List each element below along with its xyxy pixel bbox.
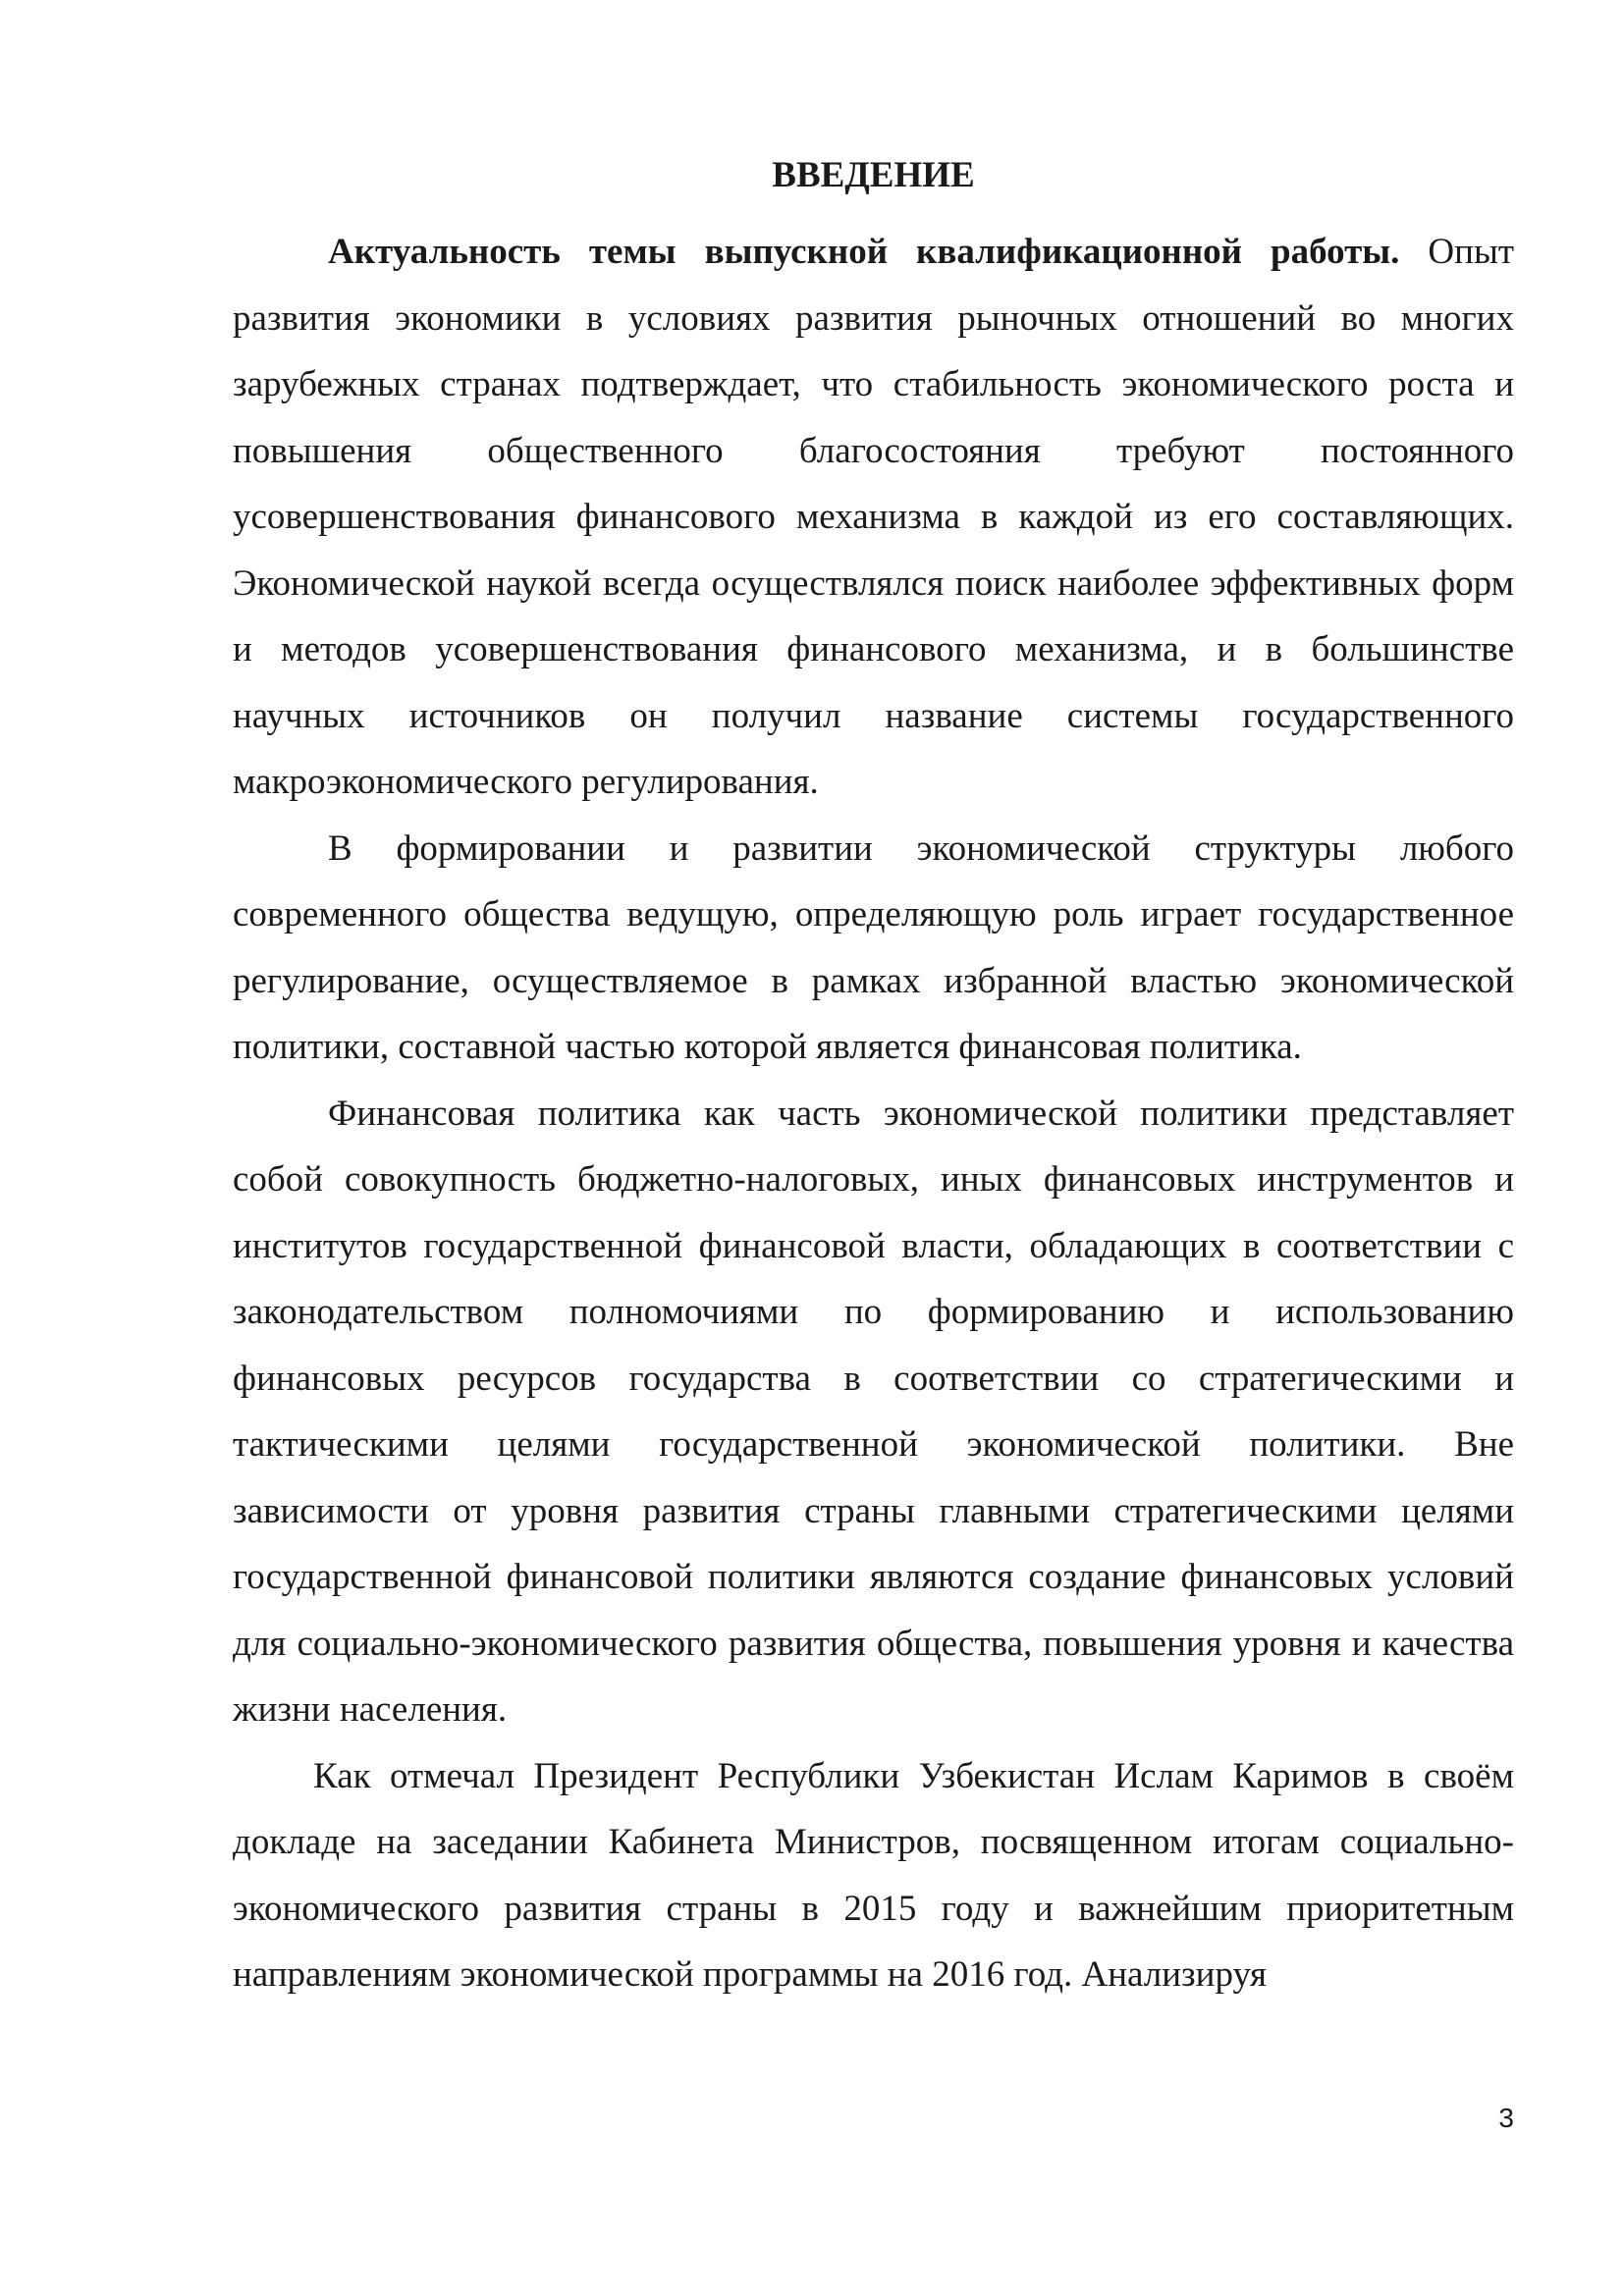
paragraph-economic-structure: В формировании и развитии экономической структуры любого современного общества ведущую, определяющую роль играет государственное регулирование, осуществляемое в рамках избранной властью экономической политики, составной частью которой является финансовая политика.: [233, 828, 1514, 1067]
paragraph-lead: Актуальность темы выпускной квалификационной работы.: [328, 232, 1400, 272]
section-heading: ВВЕДЕНИЕ: [772, 155, 975, 195]
paragraph-president-report: Как отмечал Президент Республики Узбекистан Ислам Каримов в своём докладе на заседании Кабинета Министров, посвященном итогам социально-экономического развития страны в 2015 году и важнейшим приоритетным направлениям экономической программы на 2016 год. Анализируя: [233, 1755, 1514, 1995]
paragraph-financial-policy: Финансовая политика как часть экономической политики представляет собой совокупность бюджетно-налоговых, иных финансовых инструментов и институтов государственной финансовой власти, обладающих в соответствии с законодательством полномочиями по формированию и использованию финансовых ресурсов государства в соответствии со стратегическими и тактическими целями государственной экономической политики. Вне зависимости от уровня развития страны главными стратегическими целями государственной финансовой политики являются создание финансовых условий для социально-экономического развития общества, повышения уровня и качества жизни населения.: [233, 1093, 1514, 1730]
paragraph-relevance: [233, 219, 1514, 816]
document-body: [233, 152, 1514, 2008]
paragraph-text: Опыт развития экономики в условиях развития рыночных отношений во многих зарубежных странах подтверждает, что стабильность экономического роста и повышения общественного благосостояния требуют постоянного усовершенствования финансового механизма в каждой из его составляющих. Экономической наукой всегда осуществлялся поиск наиболее эффективных форм и методов усовершенствования финансового механизма, и в большинстве научных источников он получил название системы государственного макроэкономического регулирования.: [233, 232, 1514, 802]
page-number: 3: [1498, 2103, 1514, 2133]
